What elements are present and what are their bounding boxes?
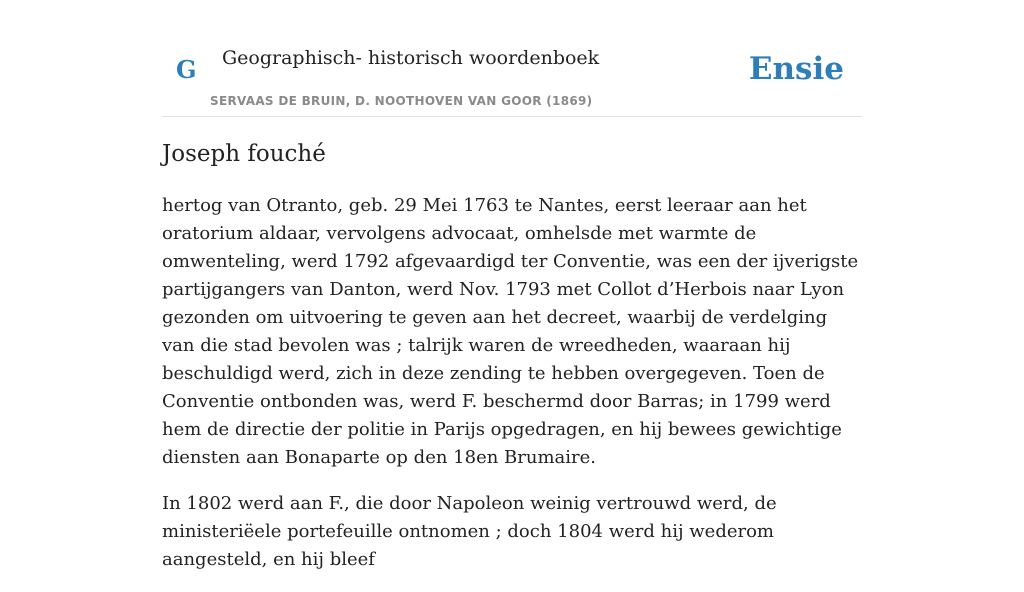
book-title[interactable]: Geographisch- historisch woordenboek xyxy=(222,47,600,69)
book-logo-icon[interactable]: G xyxy=(176,55,197,84)
entry-paragraph: hertog van Otranto, geb. 29 Mei 1763 te Nantes, eerst leeraar aan het oratorium aldaar, vervolgens advocaat, omhelsde met warmte de omwenteling, werd 1792 afgevaardigd ter Conventie, was een der ijverigste partijgangers van Danton, werd Nov. 1793 met Collot d’Herbois naar Lyon gezonden om uitvoering te geven aan het decreet, waarbij de verdelging van die stad bevolen was ; talrijk waren de wreedheden, waaraan hij beschuldigd werd, zich in deze zending te hebben overgegeven. Toen de Conventie ontbonden was, werd F. beschermd door Barras; in 1799 werd hem de directie der politie in Parijs opgedragen, en hij bewees gewichtige diensten aan Bonaparte op den 18en Brumaire. xyxy=(162,195,859,468)
entry-body xyxy=(162,192,862,592)
header xyxy=(162,0,862,117)
entry-title: Joseph fouché xyxy=(162,141,326,167)
ensie-logo[interactable]: Ensie xyxy=(748,51,844,87)
entry-paragraph: In 1802 werd aan F., die door Napoleon weinig vertrouwd werd, de ministeriëele portefeuille ontnomen ; doch 1804 werd hij wederom aangesteld, en hij bleef xyxy=(162,493,777,570)
book-author: SERVAAS DE BRUIN, D. NOOTHOVEN VAN GOOR (1869) xyxy=(210,94,593,108)
